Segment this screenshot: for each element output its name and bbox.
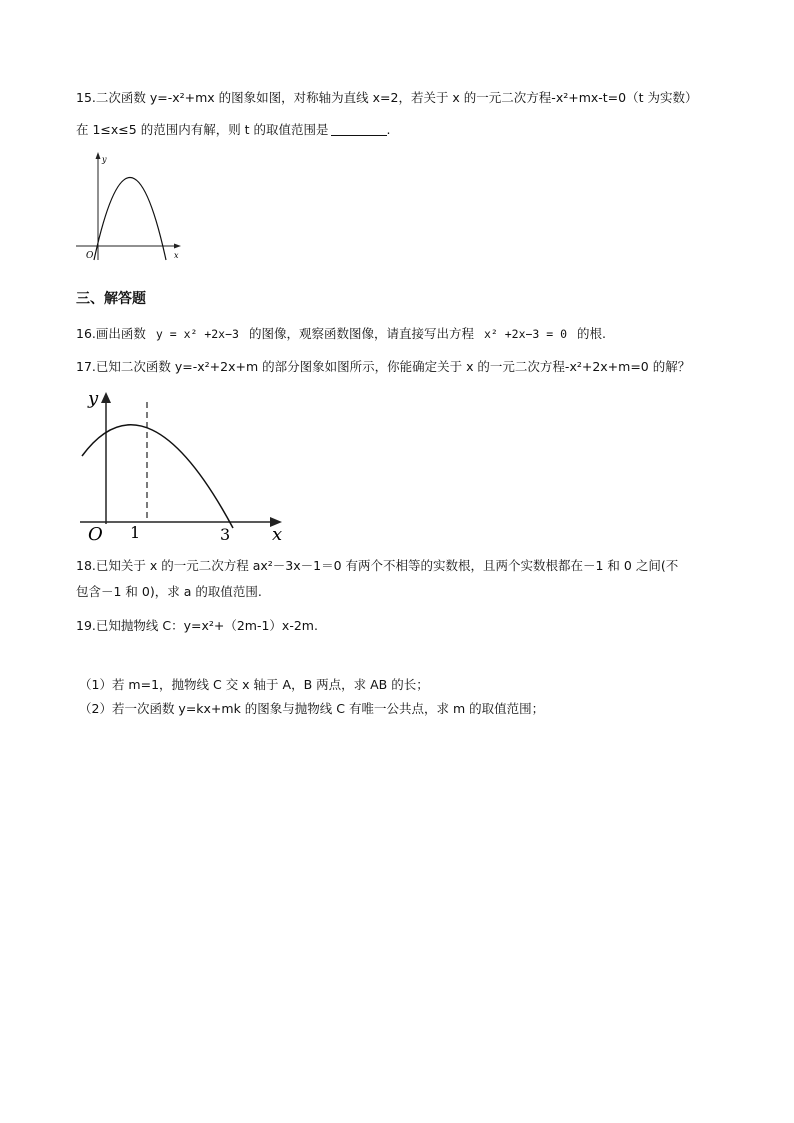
- x-axis-label: x: [174, 251, 179, 260]
- q17-figure: [74, 384, 294, 544]
- q16-prefix: 16.画出函数: [76, 326, 146, 341]
- x-axis-label: x: [272, 524, 283, 544]
- parabola-curve: [82, 425, 233, 528]
- q19-part2: （2）若一次函数 y=kx+mk 的图象与抛物线 C 有唯一公共点，求 m 的取值范围；: [79, 701, 545, 716]
- q19-line: 19.已知抛物线 C：y=x²+（2m-1）x-2m.: [76, 618, 318, 633]
- q16-function: y = x² +2x−3: [155, 327, 239, 341]
- origin-label: O: [86, 251, 94, 261]
- section-title: 三、解答题: [76, 291, 146, 307]
- q15-figure: [74, 150, 184, 270]
- q19-part1: （1）若 m=1，抛物线 C 交 x 轴于 A，B 两点，求 AB 的长；: [79, 677, 429, 692]
- q17-line: 17.已知二次函数 y=-x²+2x+m 的部分图象如图所示，你能确定关于 x 的一元二次方程-x²+2x+m=0 的解？: [76, 359, 691, 374]
- y-axis-label: y: [88, 388, 99, 409]
- q15-line2-end: .: [386, 122, 391, 137]
- y-axis-arrow: [101, 392, 111, 403]
- q16-line: [76, 326, 606, 342]
- q15-line2: [76, 122, 391, 138]
- x-axis-arrow: [174, 244, 181, 249]
- q16-equation: x² +2x−3 = 0: [483, 327, 568, 341]
- y-axis-label: y: [102, 155, 107, 164]
- q16-middle: 的图像，观察函数图像，请直接写出方程: [248, 326, 474, 341]
- q18-line1: 18.已知关于 x 的一元二次方程 ax²－3x－1＝0 有两个不相等的实数根，且两个实数根都在－1 和 0 之间(不: [76, 558, 679, 573]
- q18-line2: 包含－1 和 0)，求 a 的取值范围.: [76, 584, 262, 599]
- origin-label: O: [88, 524, 103, 544]
- answer-blank: [331, 123, 387, 136]
- q16-suffix: 的根.: [577, 326, 607, 341]
- parabola-curve: [94, 178, 166, 261]
- tick-label-1: 1: [130, 523, 141, 542]
- y-axis-arrow: [96, 152, 101, 159]
- q15-line1: 15.二次函数 y=-x²+mx 的图象如图，对称轴为直线 x=2，若关于 x 的一元二次方程-x²+mx-t=0（t 为实数）: [76, 90, 698, 105]
- tick-label-3: 3: [220, 525, 231, 544]
- q15-line2-text: 在 1≤x≤5 的范围内有解，则 t 的取值范围是: [76, 122, 329, 137]
